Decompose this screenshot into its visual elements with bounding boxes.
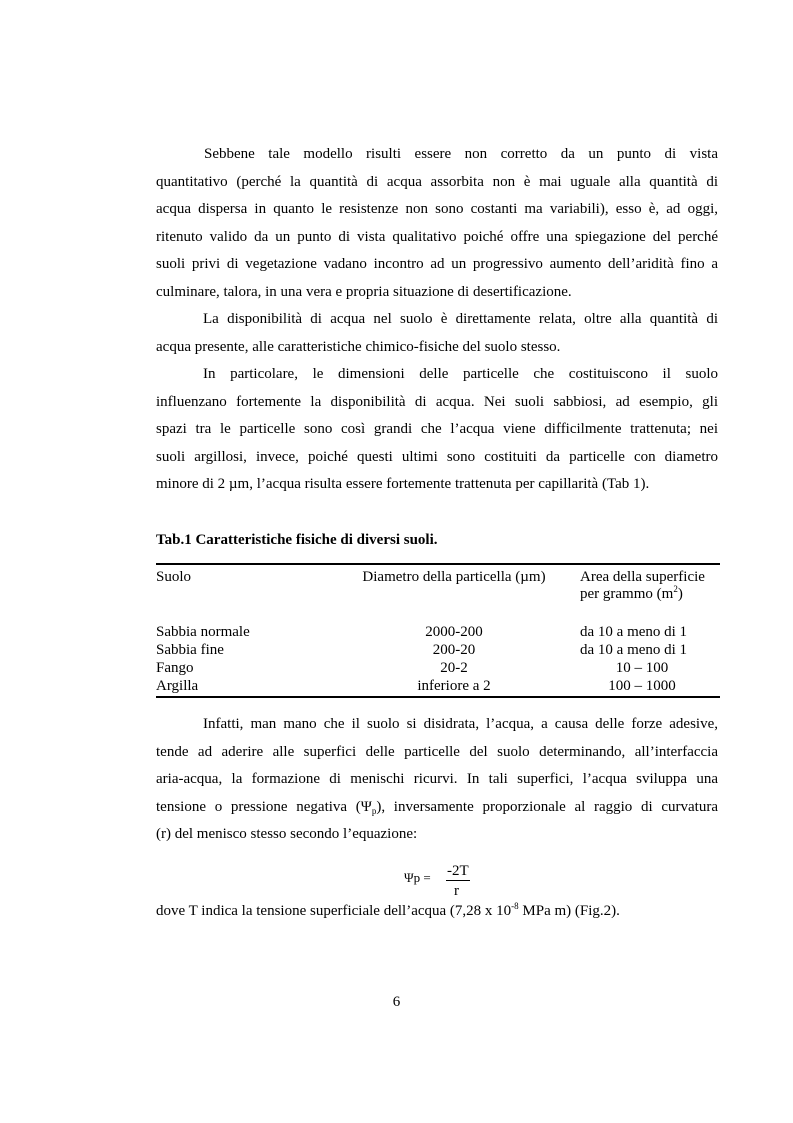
text-line: minore di 2 µm, l’acqua risulta essere fortemente trattenuta per capillarità (Tab 1).: [156, 476, 650, 492]
header-diametro: Diametro della particella (µm): [362, 569, 546, 585]
header-area-line1: Area della superficie: [580, 569, 705, 585]
table-row-3-col3: 10 – 100: [615, 660, 669, 676]
table-row-1-col1: Sabbia normale: [156, 624, 250, 640]
text-line: ritenuto valido da un punto di vista qualitativo poiché offre una spiegazione del perché: [156, 228, 718, 245]
table-row-4-col3: 100 – 1000: [608, 678, 676, 694]
table-row-2-col3: da 10 a meno di 1: [580, 642, 688, 658]
table-row-3-col1: Fango: [156, 660, 194, 676]
page-number: 6: [392, 994, 401, 1010]
text-line: quantitativo (perché la quantità di acqua assorbita non è mai uguale alla quantità di: [156, 173, 718, 190]
paragraph-2: [156, 306, 718, 361]
text-line: suoli privi di vegetazione vadano incontro ad un progressivo aumento dell’aridità fino a: [156, 256, 718, 272]
text-line: (r) del menisco stesso secondo l’equazione:: [156, 826, 418, 842]
text-line: tensione o pressione negativa $(\Psi_p)$, inversamente proporzionale al raggio di curvatura: [156, 798, 718, 816]
table-row-1-col2: 2000-200: [425, 624, 483, 640]
table-row-2-col1: Sabbia fine: [156, 642, 224, 658]
table-row-4-col1: Argilla: [156, 678, 199, 694]
table-bottom-rule: [156, 696, 720, 698]
text-line: Sebbene tale modello risulti essere non corretto da un punto di vista: [204, 146, 718, 162]
equation-lhs: Ψp =: [404, 870, 431, 885]
table-row-2-col2: 200-20: [432, 642, 476, 658]
text-line: acqua dispersa in quanto le resistenze non sono costanti ma variabili), esso è, ad oggi,: [156, 201, 718, 217]
equation-denominator: r: [454, 883, 459, 899]
text-line: aria-acqua, la formazione di menischi ricurvi. In tali superfici, l’acqua sviluppa una: [156, 771, 718, 787]
text-line: tende ad aderire alle superfici delle particelle del suolo determinando, all’interfaccia: [156, 743, 718, 760]
text-line: suoli argillosi, invece, poiché questi ultimi sono costituiti da particelle con diametro: [156, 448, 718, 465]
header-area-line2: per grammo $(m^2)$: [580, 584, 683, 602]
header-suolo: Suolo: [156, 569, 192, 585]
paragraph-3: [156, 361, 718, 499]
text-line: acqua presente, alle caratteristiche chimico-fisiche del suolo stesso.: [156, 338, 561, 355]
table-caption: Tab.1 Caratteristiche fisiche di diversi suoli.: [156, 532, 438, 548]
text-line: influenzano fortemente la disponibilità di acqua. Nei suoli sabbiosi, ad esempio, gli: [156, 393, 718, 410]
table-row-1-col3: da 10 a meno di 1: [580, 624, 688, 640]
after-equation-text: dove T indica la tensione superficiale dell’acqua (7,28 x $10^{-8}$ MPa m) (Fig.2).: [156, 901, 620, 919]
paragraph-4: [156, 711, 718, 849]
table-row-3-col2: 20-2: [440, 660, 468, 676]
text-line: In particolare, le dimensioni delle particelle che costituiscono il suolo: [203, 366, 718, 382]
table-row-4-col2: inferiore a 2: [417, 678, 491, 694]
text-line: spazi tra le particelle sono così grandi che l’acqua viene difficilmente trattenuta; nei: [156, 421, 718, 437]
table-top-rule: [156, 563, 720, 565]
equation-numerator: -2T: [447, 863, 469, 879]
text-line: Infatti, man mano che il suolo si disidrata, l’acqua, a causa delle forze adesive,: [203, 716, 718, 732]
paragraph-1: [156, 141, 718, 306]
text-line: La disponibilità di acqua nel suolo è direttamente relata, oltre alla quantità di: [203, 311, 718, 327]
text-line: culminare, talora, in una vera e propria situazione di desertificazione.: [156, 283, 572, 300]
